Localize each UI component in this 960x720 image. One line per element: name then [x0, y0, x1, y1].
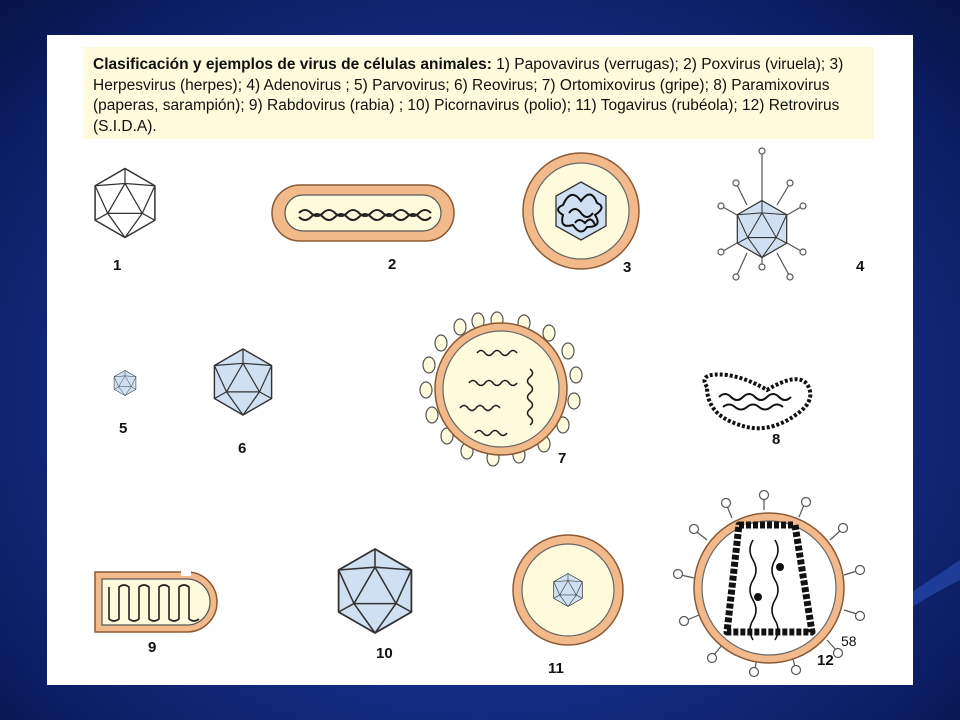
virus-12-retrovirus: [674, 491, 865, 677]
virus-5-parvovirus: [114, 370, 136, 395]
virus-7-ortomixovirus: [420, 312, 582, 466]
label-5: 5: [119, 420, 128, 437]
label-10: 10: [376, 645, 393, 662]
label-4: 4: [856, 258, 865, 275]
label-7: 7: [558, 450, 567, 467]
caption-heading: Clasificación y ejemplos de virus de células animales:: [93, 56, 492, 73]
virus-11-togavirus: [513, 535, 623, 645]
label-2: 2: [388, 256, 397, 273]
virus-8-paramixovirus: [705, 375, 811, 429]
page-number: 58: [841, 633, 857, 649]
label-1: 1: [113, 257, 122, 274]
virus-9-rabdovirus: [95, 568, 217, 632]
virus-diagram: [47, 35, 913, 685]
label-8: 8: [772, 431, 781, 448]
virus-2-poxvirus: [272, 185, 454, 241]
slide-content: [47, 35, 913, 685]
label-12: 12: [817, 652, 834, 669]
label-3: 3: [623, 259, 632, 276]
virus-3-herpesvirus: [523, 153, 639, 269]
virus-4-adenovirus: [718, 148, 806, 280]
virus-10-picornavirus: [339, 549, 412, 633]
label-9: 9: [148, 639, 157, 656]
label-11: 11: [548, 660, 564, 677]
caption-text: 1) Papovavirus (verrugas); 2) Poxvirus (viruela); 3) Herpesvirus (herpes); 4) Adenovirus ; 5) Parvovirus; 6) Reovirus; 7) Ortomixovirus (gripe); 8) Paramixovirus (paperas, sarampión); 9) Rabdovirus (rabia) ; 10) Picornavirus (polio); 11) Togavirus (rubéola); 12) Retrovirus (S.I.D.A).: [93, 56, 844, 135]
virus-6-reovirus: [214, 349, 271, 415]
label-6: 6: [238, 440, 247, 457]
virus-1-papovavirus: [95, 169, 155, 238]
